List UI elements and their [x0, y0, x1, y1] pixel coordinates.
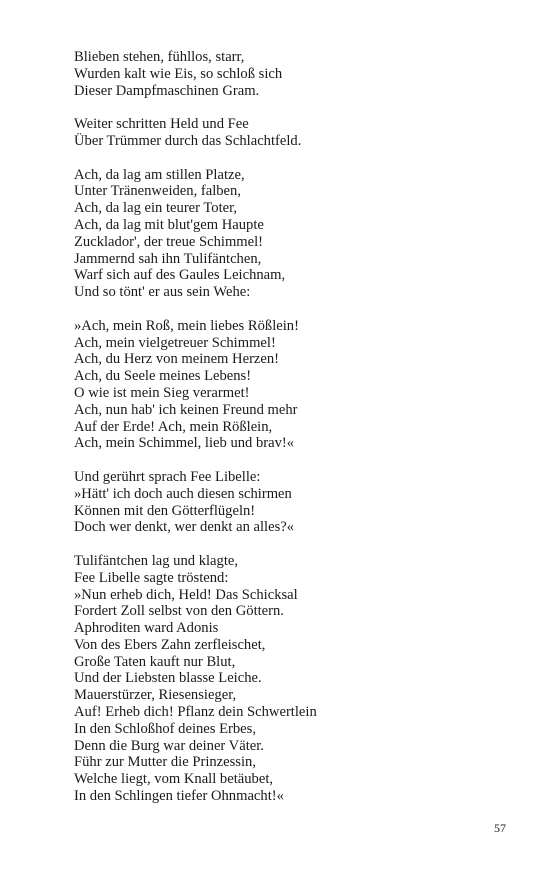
poem-line: In den Schloßhof deines Erbes, [74, 720, 256, 737]
poem-line: Und so tönt' er aus sein Wehe: [74, 284, 251, 301]
poem-line: Dieser Dampfmaschinen Gram. [74, 82, 260, 99]
stanza [74, 469, 514, 536]
poem-line: »Hätt' ich doch auch diesen schirmen [74, 485, 292, 502]
poem-line: »Ach, mein Roß, mein liebes Rößlein! [74, 317, 299, 334]
stanza [74, 553, 514, 805]
poem-line: Können mit den Götterflügeln! [74, 502, 256, 519]
poem-line: Führ zur Mutter die Prinzessin, [74, 754, 256, 771]
poem-line: Fordert Zoll selbst von den Göttern. [74, 603, 284, 620]
poem-line: Und der Liebsten blasse Leiche. [74, 670, 262, 687]
poem-line: Zucklador', der treue Schimmel! [74, 233, 264, 250]
poem-line: Weiter schritten Held und Fee [74, 116, 249, 133]
poem-line: Ach, da lag ein teurer Toter, [74, 200, 238, 217]
poem-line: Ach, mein Schimmel, lieb und brav!« [74, 435, 295, 452]
poem-line: Auf der Erde! Ach, mein Rößlein, [74, 418, 273, 435]
poem-line: Ach, du Seele meines Lebens! [74, 368, 252, 385]
poem-line: Aphroditen ward Adonis [74, 620, 219, 637]
poem-line: Ach, da lag am stillen Platze, [74, 166, 245, 183]
poem-line: Welche liegt, vom Knall betäubet, [74, 771, 274, 788]
poem-line: Warf sich auf des Gaules Leichnam, [74, 267, 286, 284]
page-number: 57 [494, 821, 506, 835]
poem-line: Blieben stehen, fühllos, starr, [74, 49, 245, 65]
stanza [74, 49, 514, 99]
poem-line: Fee Libelle sagte tröstend: [74, 569, 229, 586]
poem-line: »Nun erheb dich, Held! Das Schicksal [74, 586, 298, 603]
poem-line: Von des Ebers Zahn zerfleischet, [74, 636, 266, 653]
poem-line: Auf! Erheb dich! Pflanz dein Schwertlein [74, 704, 317, 721]
poem-line: Denn die Burg war deiner Väter. [74, 737, 264, 754]
poem-line: Ach, mein vielgetreuer Schimmel! [74, 334, 276, 351]
poem-line: Ach, du Herz von meinem Herzen! [74, 351, 280, 368]
poem-line: Unter Tränenweiden, falben, [74, 183, 241, 200]
poem-line: In den Schlingen tiefer Ohnmacht!« [74, 788, 284, 805]
poem-line: Doch wer denkt, wer denkt an alles?« [74, 519, 295, 536]
poem-line: O wie ist mein Sieg verarmet! [74, 384, 250, 401]
poem-line: Jammernd sah ihn Tulifäntchen, [74, 250, 262, 267]
poem-line: Wurden kalt wie Eis, so schloß sich [74, 65, 283, 82]
poem-line: Über Trümmer durch das Schlachtfeld. [74, 132, 302, 149]
poem-line: Ach, da lag mit blut'gem Haupte [74, 216, 264, 233]
poem-line: Ach, nun hab' ich keinen Freund mehr [74, 401, 298, 418]
poem-line: Und gerührt sprach Fee Libelle: [74, 468, 261, 485]
poem-line: Große Taten kauft nur Blut, [74, 653, 236, 670]
poem-line: Mauerstürzer, Riesensieger, [74, 687, 237, 704]
poem-text [74, 49, 514, 822]
poem-line: Tulifäntchen lag und klagte, [74, 552, 239, 569]
stanza [74, 116, 514, 150]
stanza [74, 167, 514, 301]
stanza [74, 318, 514, 452]
